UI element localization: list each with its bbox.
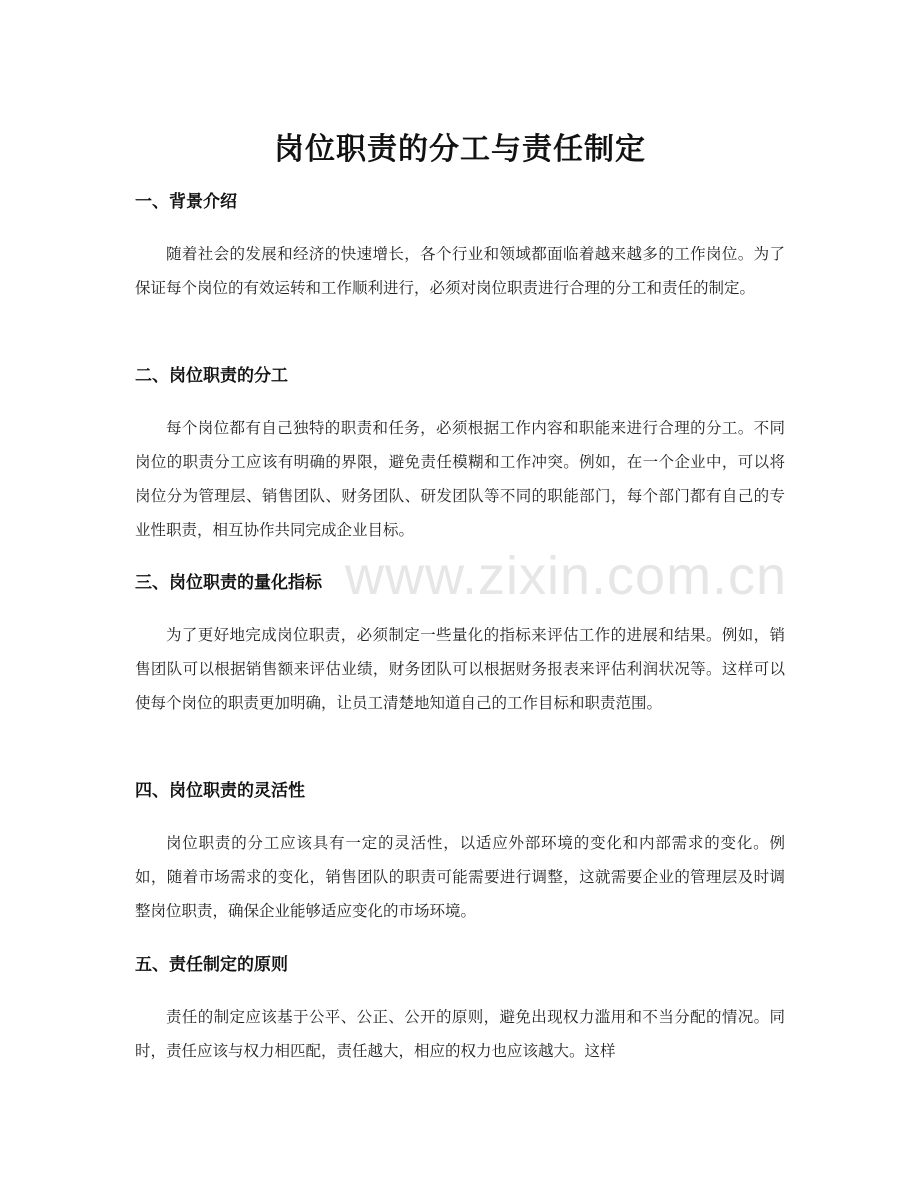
section-paragraph: 每个岗位都有自己独特的职责和任务，必须根据工作内容和职能来进行合理的分工。不同岗位的职责分工应该有明确的界限，避免责任模糊和工作冲突。例如，在一个企业中，可以将岗位分为管理层、销售团队、财务团队、研发团队等不同的职能部门，每个部门都有自己的专业性职责，相互协作共同完成企业目标。 (135, 419, 785, 539)
section-paragraph: 为了更好地完成岗位职责，必须制定一些量化的指标来评估工作的进展和结果。例如，销售团队可以根据销售额来评估业绩，财务团队可以根据财务报表来评估利润状况等。这样可以使每个岗位的职责更加明确，让员工清楚地知道自己的工作目标和职责范围。 (135, 626, 785, 712)
section-flexibility (135, 778, 785, 928)
section-heading: 五、责任制定的原则 (135, 955, 288, 975)
section-paragraph: 责任的制定应该基于公平、公正、公开的原则，避免出现权力滥用和不当分配的情况。同时，责任应该与权力相匹配，责任越大，相应的权力也应该越大。这样 (135, 1008, 785, 1060)
section-heading: 三、岗位职责的量化指标 (135, 573, 322, 593)
section-paragraph: 随着社会的发展和经济的快速增长，各个行业和领域都面临着越来越多的工作岗位。为了保证每个岗位的有效运转和工作顺利进行，必须对岗位职责进行合理的分工和责任的制定。 (135, 245, 785, 297)
section-metrics (135, 570, 785, 720)
watermark: www.zixin.com.cn (345, 546, 788, 606)
section-principles (135, 952, 785, 1068)
page-title: 岗位职责的分工与责任制定 (274, 132, 646, 168)
section-background (135, 189, 785, 305)
section-heading: 一、背景介绍 (135, 192, 237, 212)
section-division (135, 363, 785, 547)
section-paragraph: 岗位职责的分工应该具有一定的灵活性，以适应外部环境的变化和内部需求的变化。例如，随着市场需求的变化，销售团队的职责可能需要进行调整，这就需要企业的管理层及时调整岗位职责，确保企业能够适应变化的市场环境。 (135, 834, 785, 920)
section-heading: 二、岗位职责的分工 (135, 366, 288, 386)
section-heading: 四、岗位职责的灵活性 (135, 781, 305, 801)
